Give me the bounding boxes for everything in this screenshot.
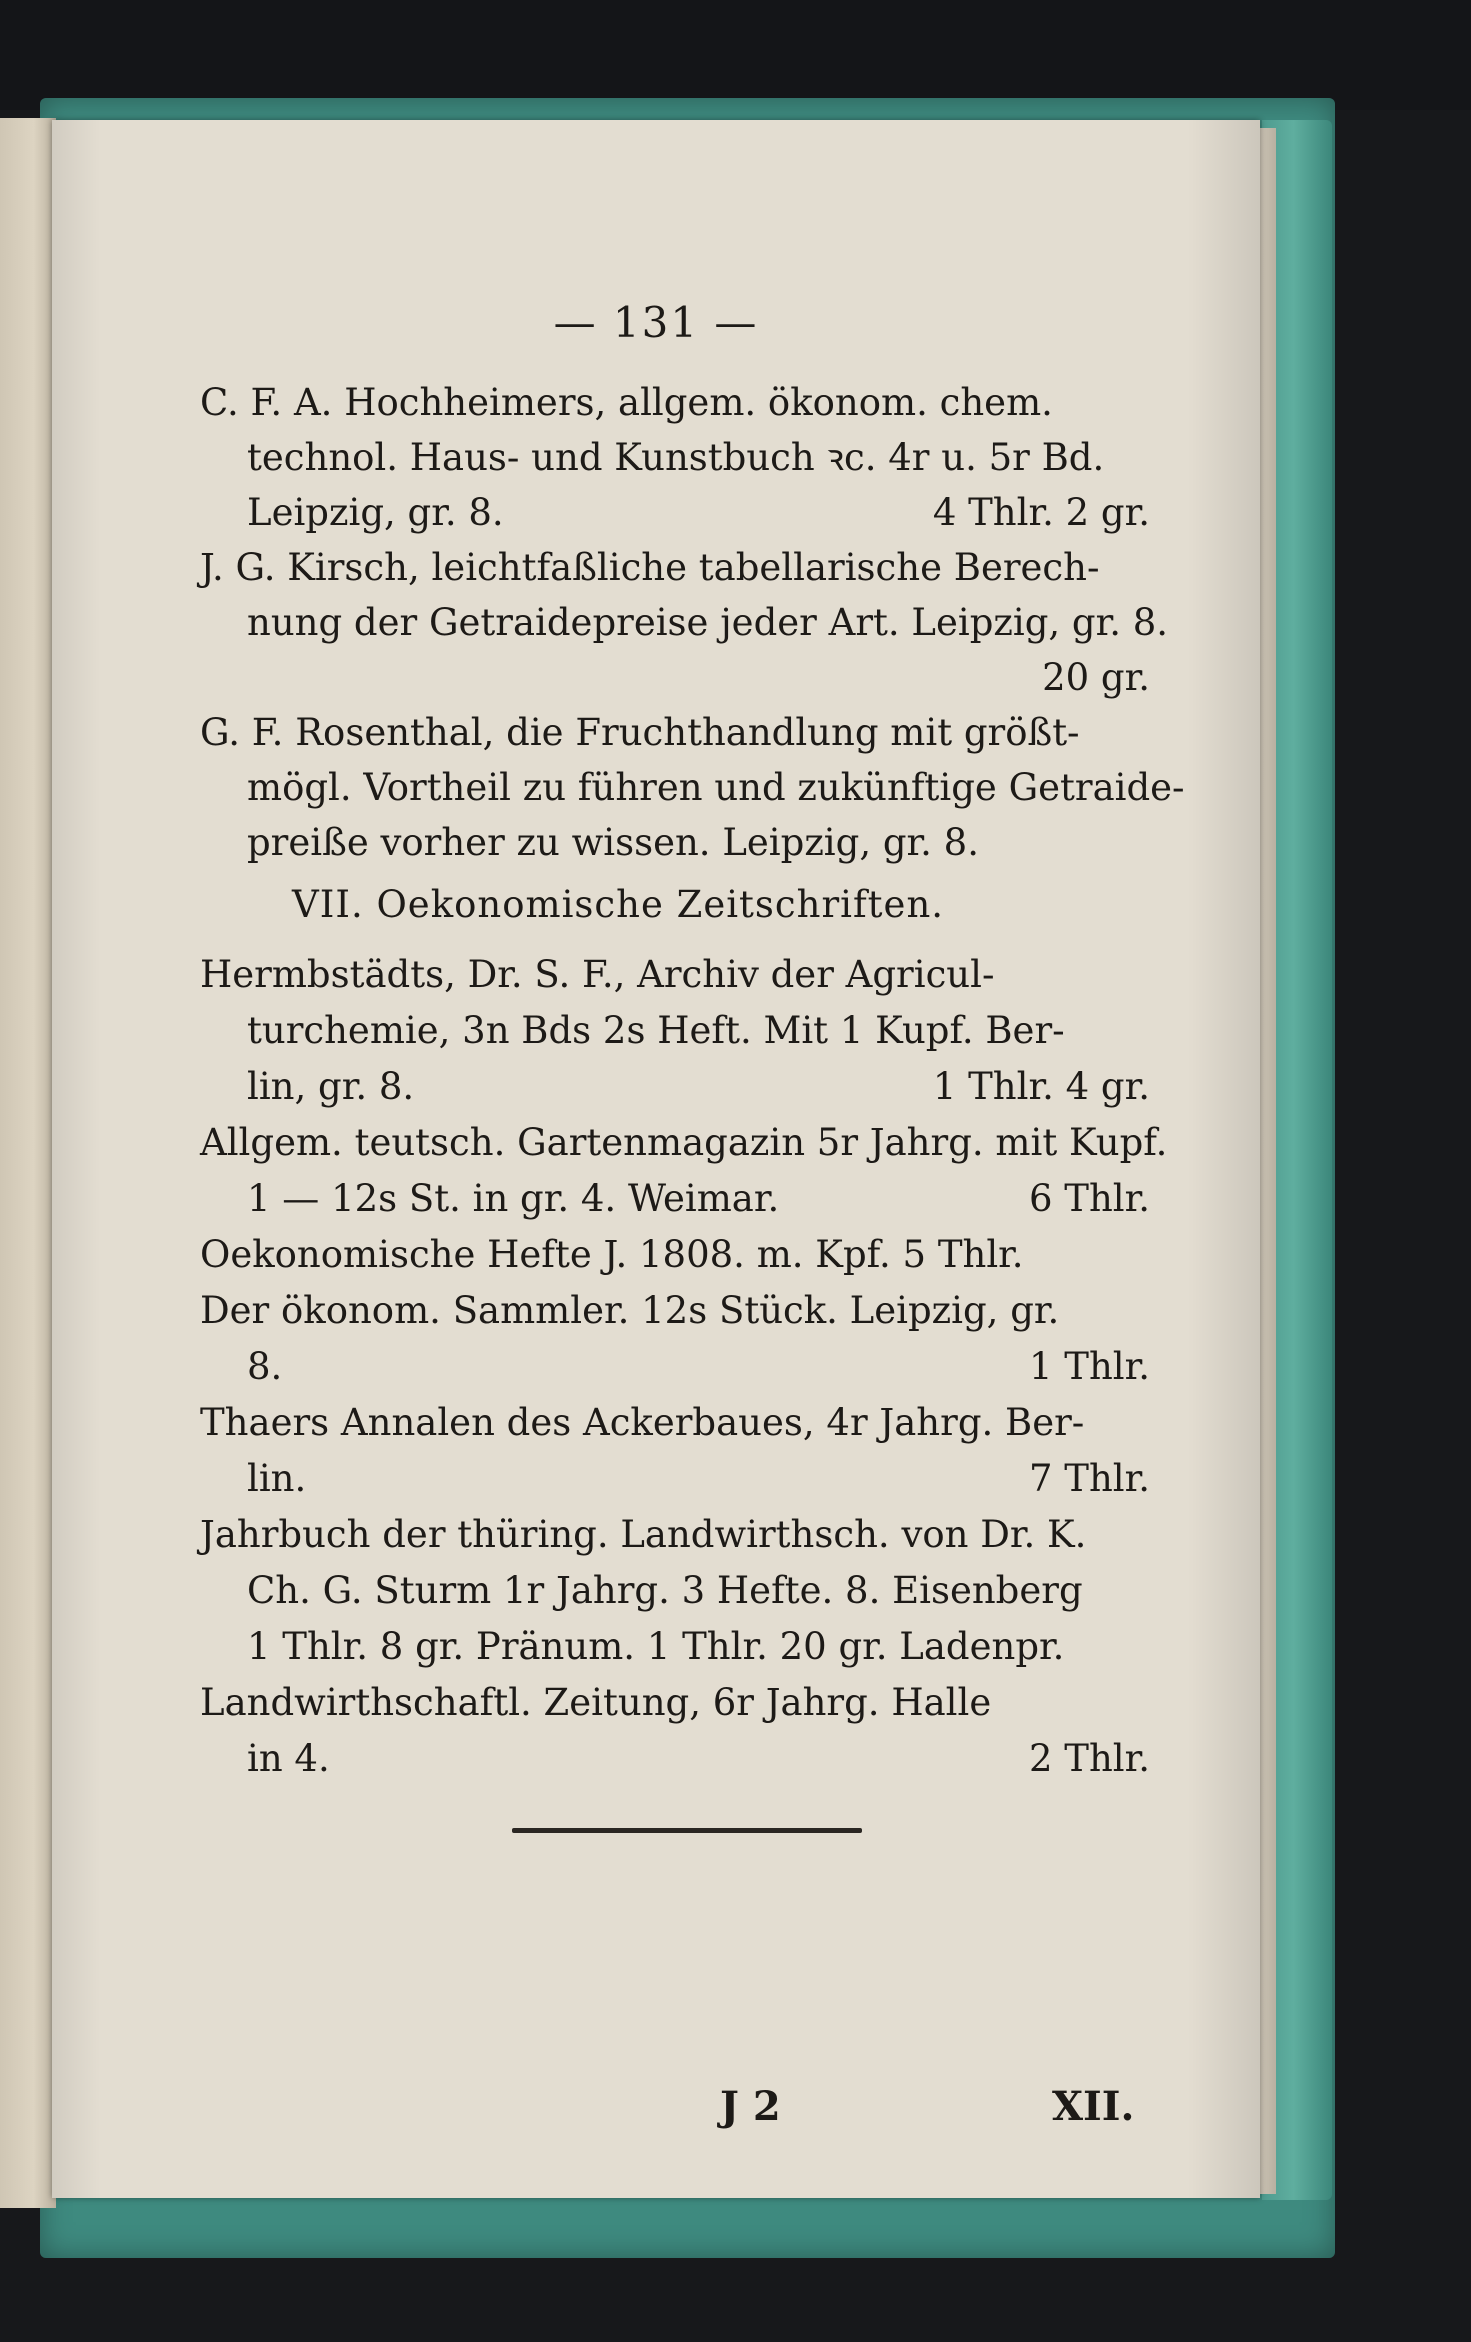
- catchword: XII.: [1052, 2083, 1135, 2130]
- entry-line: Landwirthschaftl. Zeitung, 6r Jahrg. Halle: [200, 1681, 992, 1724]
- entry-line: in 4.: [247, 1737, 330, 1780]
- signature-mark: J 2: [720, 2083, 781, 2130]
- section-heading: VII. Oekonomische Zeitschriften.: [292, 883, 945, 926]
- entry-line: 1 — 12s St. in gr. 4. Weimar.: [247, 1177, 780, 1220]
- entry-price: 4 Thlr. 2 gr.: [932, 491, 1150, 534]
- entry-price: 6 Thlr.: [1028, 1177, 1150, 1220]
- entry-line: Leipzig, gr. 8.: [247, 491, 504, 534]
- section-rule: [512, 1828, 862, 1833]
- entry-price: 2 Thlr.: [1028, 1737, 1150, 1780]
- entry-price: 1 Thlr.: [1028, 1345, 1150, 1388]
- entry-line: mögl. Vortheil zu führen und zukünftige Getraide-: [247, 766, 1185, 809]
- page-stack-edge: [1258, 128, 1276, 2194]
- background-top: [0, 0, 1471, 110]
- entry-line: Allgem. teutsch. Gartenmagazin 5r Jahrg. mit Kupf.: [200, 1121, 1168, 1164]
- entry-line: 1 Thlr. 8 gr. Pränum. 1 Thlr. 20 gr. Ladenpr.: [247, 1625, 1065, 1668]
- entry-line: Der ökonom. Sammler. 12s Stück. Leipzig, gr.: [200, 1289, 1060, 1332]
- entry-price: 7 Thlr.: [1028, 1457, 1150, 1500]
- entry-line: G. F. Rosenthal, die Fruchthandlung mit größt-: [200, 711, 1080, 754]
- facing-page-edge: [0, 118, 56, 2208]
- entry-line: Hermbstädts, Dr. S. F., Archiv der Agricul-: [200, 953, 995, 996]
- book-page: [52, 120, 1260, 2198]
- entry-line: lin.: [247, 1457, 307, 1500]
- entry-price: 20 gr.: [1042, 656, 1150, 699]
- entry-line: technol. Haus- und Kunstbuch ꝛc. 4r u. 5r Bd.: [247, 436, 1105, 479]
- entry-line: Oekonomische Hefte J. 1808. m. Kpf. 5 Thlr.: [200, 1233, 1024, 1276]
- entry-line: turchemie, 3n Bds 2s Heft. Mit 1 Kupf. Ber-: [247, 1009, 1065, 1052]
- page-number: — 131 —: [553, 298, 759, 347]
- entry-line: nung der Getraidepreise jeder Art. Leipzig, gr. 8.: [247, 601, 1169, 644]
- entry-line: Jahrbuch der thüring. Landwirthsch. von Dr. K.: [200, 1513, 1087, 1556]
- entry-line: Ch. G. Sturm 1r Jahrg. 3 Hefte. 8. Eisenberg: [247, 1569, 1083, 1612]
- entry-line: 8.: [247, 1345, 283, 1388]
- entry-line: lin, gr. 8.: [247, 1065, 415, 1108]
- page-text: [52, 120, 1260, 2198]
- entry-line: C. F. A. Hochheimers, allgem. ökonom. chem.: [200, 381, 1053, 424]
- entry-line: preiße vorher zu wissen. Leipzig, gr. 8.: [247, 821, 979, 864]
- entry-line: J. G. Kirsch, leichtfaßliche tabellarische Berech-: [200, 546, 1100, 589]
- entry-line: Thaers Annalen des Ackerbaues, 4r Jahrg. Ber-: [200, 1401, 1085, 1444]
- entry-price: 1 Thlr. 4 gr.: [932, 1065, 1150, 1108]
